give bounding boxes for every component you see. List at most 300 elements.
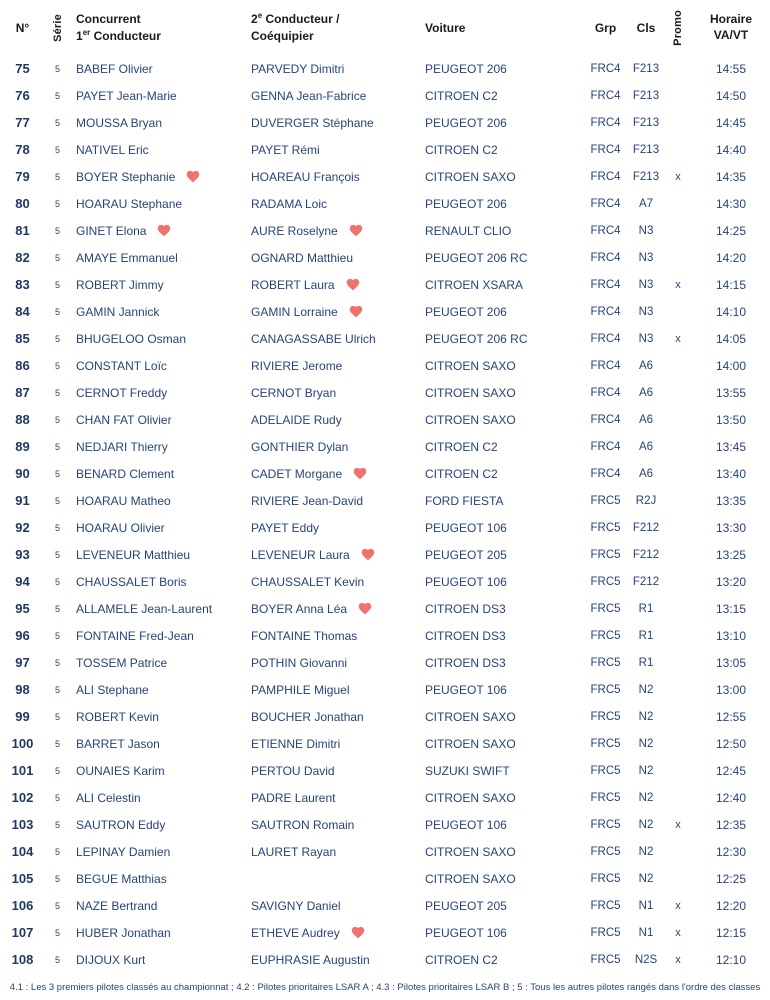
car-name: PEUGEOT 106 [425,925,507,940]
group-value: FRC4 [590,143,621,156]
entry-number: 76 [15,88,30,103]
driver-cell [70,62,245,76]
group-value: FRC4 [590,197,621,210]
codriver-cell [245,521,420,535]
codriver-cell [245,440,420,454]
car-name: CITROEN C2 [425,466,498,481]
car-name: CITROEN SAXO [425,871,516,886]
serie-value: 5 [54,846,60,857]
footnote: 4.1 : Les 3 premiers pilotes classés au championnat ; 4.2 : Pilotes prioritaires LSAR A ; 4.3 : Pilotes prioritaires LSAR B ; 5 : Tous les autres pilotes rangés dans l'ordre des classes [9,982,761,993]
entry-number: 104 [11,844,34,859]
car-name: CITROEN SAXO [425,709,516,724]
driver-name: BENARD Clement [76,466,175,481]
codriver-cell [245,170,420,184]
group-value: FRC5 [590,710,621,723]
class-value: N2 [638,845,654,858]
group-value: FRC4 [590,278,621,291]
class-value: F213 [632,143,660,156]
time-value: 13:40 [715,466,747,481]
table-row [0,757,770,784]
table-row [0,55,770,82]
entry-number: 84 [15,304,30,319]
codriver-name: CANAGASSABE Ulrich [251,331,376,346]
entry-number: 103 [11,817,34,832]
table-row [0,271,770,298]
serie-value: 5 [54,549,60,560]
driver-cell [70,872,245,886]
codriver-cell [245,359,420,373]
codriver-cell [245,413,420,427]
class-value: N2 [638,737,654,750]
table-row [0,622,770,649]
codriver-cell [245,494,420,508]
driver-cell [70,278,245,292]
car-name: CITROEN C2 [425,88,498,103]
driver-name: TOSSEM Patrice [76,655,168,670]
time-value: 12:20 [715,898,747,913]
codriver-cell [245,62,420,76]
driver-cell [70,737,245,751]
driver-name: BOYER Stephanie [76,169,176,184]
car-name: CITROEN SAXO [425,736,516,751]
group-value: FRC5 [590,764,621,777]
driver-cell [70,116,245,130]
promo-mark: x [675,332,681,345]
table-row [0,946,770,973]
driver-cell [70,467,245,481]
codriver-name: PAYET Rémi [251,142,320,157]
entry-number: 75 [15,61,30,76]
table-row [0,676,770,703]
class-value: F213 [632,170,660,183]
codriver-name: PAYET Eddy [251,520,320,535]
entry-number: 78 [15,142,30,157]
time-value: 14:15 [715,277,747,292]
header-codriver-line2: Coéquipier [251,28,314,43]
class-value: N3 [638,251,654,264]
codriver-heart-icon [348,223,364,238]
serie-value: 5 [54,306,60,317]
table-row [0,433,770,460]
codriver-cell [245,277,420,292]
driver-cell [70,197,245,211]
group-value: FRC4 [590,413,621,426]
codriver-name: LAURET Rayan [251,844,337,859]
entry-number: 77 [15,115,30,130]
driver-name: PAYET Jean-Marie [76,88,177,103]
codriver-cell [245,466,420,481]
serie-value: 5 [54,414,60,425]
table-row [0,811,770,838]
car-name: CITROEN SAXO [425,412,516,427]
codriver-name: GAMIN Lorraine [251,304,338,319]
class-value: A6 [638,359,654,372]
car-name: PEUGEOT 106 [425,574,507,589]
entry-number: 101 [11,763,34,778]
codriver-cell [245,925,420,940]
time-value: 13:45 [715,439,747,454]
entry-number: 107 [11,925,34,940]
car-name: FORD FIESTA [425,493,504,508]
codriver-heart-icon [345,277,361,292]
class-value: N2 [638,710,654,723]
time-value: 12:30 [715,844,747,859]
time-value: 14:30 [715,196,747,211]
car-name: CITROEN DS3 [425,601,506,616]
driver-cell [70,818,245,832]
entry-number: 99 [15,709,30,724]
table-row [0,298,770,325]
entry-number: 94 [15,574,30,589]
group-value: FRC5 [590,791,621,804]
codriver-name: SAVIGNY Daniel [251,898,341,913]
driver-name: HOARAU Stephane [76,196,183,211]
serie-value: 5 [54,387,60,398]
serie-value: 5 [54,765,60,776]
group-value: FRC4 [590,224,621,237]
promo-mark: x [675,170,681,183]
serie-value: 5 [54,63,60,74]
time-value: 14:55 [715,61,747,76]
codriver-cell [245,683,420,697]
codriver-name: CERNOT Bryan [251,385,337,400]
car-name: CITROEN SAXO [425,358,516,373]
serie-value: 5 [54,441,60,452]
serie-value: 5 [54,90,60,101]
codriver-name: POTHIN Giovanni [251,655,348,670]
codriver-name: CHAUSSALET Kevin [251,574,365,589]
driver-cell [70,602,245,616]
codriver-cell [245,251,420,265]
driver-cell [70,305,245,319]
codriver-name: BOUCHER Jonathan [251,709,364,724]
table-row [0,379,770,406]
driver-name: MOUSSA Bryan [76,115,163,130]
header-number: N° [15,20,30,35]
serie-value: 5 [54,873,60,884]
class-value: N2 [638,764,654,777]
table-row [0,838,770,865]
driver-name: ALLAMELE Jean-Laurent [76,601,213,616]
entry-number: 83 [15,277,30,292]
car-name: RENAULT CLIO [425,223,512,238]
serie-value: 5 [54,630,60,641]
time-value: 12:35 [715,817,747,832]
driver-cell [70,440,245,454]
entry-number: 80 [15,196,30,211]
car-name: CITROEN SAXO [425,169,516,184]
serie-value: 5 [54,171,60,182]
promo-mark: x [675,278,681,291]
driver-cell [70,710,245,724]
car-name: PEUGEOT 206 [425,196,507,211]
codriver-cell [245,143,420,157]
codriver-name: ETIENNE Dimitri [251,736,341,751]
driver-cell [70,169,245,184]
time-value: 13:10 [715,628,747,643]
driver-cell [70,143,245,157]
car-name: CITROEN C2 [425,439,498,454]
driver-heart-icon [156,223,172,238]
car-name: CITROEN XSARA [425,277,524,292]
codriver-cell [245,953,420,967]
driver-cell [70,764,245,778]
entry-number: 85 [15,331,30,346]
codriver-name: ADELAIDE Rudy [251,412,342,427]
driver-name: SAUTRON Eddy [76,817,166,832]
driver-name: NEDJARI Thierry [76,439,168,454]
codriver-name: PADRE Laurent [251,790,336,805]
table-row [0,595,770,622]
entry-number: 95 [15,601,30,616]
driver-name: FONTAINE Fred-Jean [76,628,194,643]
group-value: FRC4 [590,359,621,372]
group-value: FRC5 [590,602,621,615]
class-value: A7 [638,197,654,210]
serie-value: 5 [54,198,60,209]
time-value: 13:25 [715,547,747,562]
codriver-name: SAUTRON Romain [251,817,355,832]
class-value: N2 [638,683,654,696]
class-value: F213 [632,116,660,129]
codriver-name: PAMPHILE Miguel [251,682,350,697]
serie-value: 5 [54,684,60,695]
entry-number: 105 [11,871,34,886]
codriver-cell [245,332,420,346]
codriver-cell [245,601,420,616]
class-value: A6 [638,413,654,426]
codriver-name: RIVIERE Jean-David [251,493,364,508]
car-name: PEUGEOT 205 [425,898,507,913]
driver-name: AMAYE Emmanuel [76,250,178,265]
codriver-cell [245,197,420,211]
table-row [0,865,770,892]
codriver-name: RIVIERE Jerome [251,358,343,373]
car-name: CITROEN C2 [425,952,498,967]
header-group: Grp [594,20,617,35]
time-value: 14:50 [715,88,747,103]
table-row [0,892,770,919]
driver-name: BEGUE Matthias [76,871,167,886]
codriver-cell [245,656,420,670]
class-value: N1 [638,899,654,912]
codriver-cell [245,547,420,562]
class-value: R2J [635,494,657,507]
driver-name: CHAN FAT Olivier [76,412,172,427]
class-value: F213 [632,89,660,102]
driver-cell [70,926,245,940]
header-driver-line2: 1er Conducteur [76,27,161,43]
class-value: N2 [638,791,654,804]
car-name: PEUGEOT 106 [425,817,507,832]
entry-number: 106 [11,898,34,913]
class-value: R1 [638,656,654,669]
group-value: FRC4 [590,305,621,318]
driver-name: CONSTANT Loïc [76,358,167,373]
time-value: 13:35 [715,493,747,508]
entry-number: 96 [15,628,30,643]
promo-mark: x [675,926,681,939]
driver-name: DIJOUX Kurt [76,952,146,967]
time-value: 13:05 [715,655,747,670]
driver-cell [70,223,245,238]
codriver-heart-icon [360,547,376,562]
entry-number: 87 [15,385,30,400]
entry-number: 89 [15,439,30,454]
header-class: Cls [636,20,656,35]
table-row [0,460,770,487]
promo-mark: x [675,899,681,912]
car-name: PEUGEOT 205 [425,547,507,562]
class-value: N2 [638,818,654,831]
driver-name: LEVENEUR Matthieu [76,547,191,562]
entry-number: 92 [15,520,30,535]
serie-value: 5 [54,468,60,479]
codriver-name: BOYER Anna Léa [251,601,348,616]
driver-name: ROBERT Kevin [76,709,159,724]
codriver-name: HOAREAU François [251,169,360,184]
codriver-cell [245,304,420,319]
group-value: FRC4 [590,440,621,453]
codriver-cell [245,764,420,778]
serie-value: 5 [54,603,60,614]
table-row [0,541,770,568]
entry-number: 79 [15,169,30,184]
group-value: FRC5 [590,899,621,912]
group-value: FRC5 [590,818,621,831]
codriver-cell [245,818,420,832]
serie-value: 5 [54,117,60,128]
entry-number: 81 [15,223,30,238]
table-row [0,919,770,946]
time-value: 13:00 [715,682,747,697]
codriver-heart-icon [350,925,366,940]
header-time [692,12,770,43]
class-value: N3 [638,332,654,345]
group-value: FRC5 [590,521,621,534]
driver-name: BARRET Jason [76,736,160,751]
table-row [0,217,770,244]
driver-cell [70,359,245,373]
driver-cell [70,548,245,562]
group-value: FRC5 [590,683,621,696]
driver-cell [70,386,245,400]
entry-number: 97 [15,655,30,670]
codriver-name: AURE Roselyne [251,223,338,238]
codriver-name: PARVEDY Dimitri [251,61,345,76]
promo-mark: x [675,818,681,831]
serie-value: 5 [54,333,60,344]
codriver-cell [245,386,420,400]
codriver-name: LEVENEUR Laura [251,547,350,562]
serie-value: 5 [54,927,60,938]
serie-value: 5 [54,900,60,911]
group-value: FRC4 [590,116,621,129]
codriver-heart-icon [357,601,373,616]
driver-cell [70,656,245,670]
entry-number: 90 [15,466,30,481]
codriver-cell [245,737,420,751]
driver-name: HOARAU Matheo [76,493,171,508]
codriver-cell [245,899,420,913]
entry-number: 100 [11,736,34,751]
entry-number: 91 [15,493,30,508]
time-value: 12:40 [715,790,747,805]
class-value: A6 [638,467,654,480]
group-value: FRC5 [590,845,621,858]
driver-name: LEPINAY Damien [76,844,171,859]
driver-name: OUNAIES Karim [76,763,165,778]
codriver-heart-icon [348,304,364,319]
group-value: FRC5 [590,494,621,507]
serie-value: 5 [54,495,60,506]
codriver-name: CADET Morgane [251,466,343,481]
group-value: FRC4 [590,332,621,345]
driver-heart-icon [185,169,201,184]
time-value: 14:45 [715,115,747,130]
codriver-cell [245,710,420,724]
driver-name: HOARAU Olivier [76,520,165,535]
driver-name: NATIVEL Eric [76,142,149,157]
time-value: 13:20 [715,574,747,589]
driver-cell [70,953,245,967]
header-promo [664,10,692,46]
class-value: R1 [638,602,654,615]
class-value: F212 [632,548,660,561]
time-value: 14:40 [715,142,747,157]
table-row [0,136,770,163]
driver-name: NAZE Bertrand [76,898,158,913]
car-name: PEUGEOT 106 [425,520,507,535]
codriver-cell [245,223,420,238]
group-value: FRC5 [590,872,621,885]
driver-name: GINET Elona [76,223,147,238]
group-value: FRC5 [590,575,621,588]
time-value: 12:25 [715,871,747,886]
table-row [0,352,770,379]
car-name: PEUGEOT 106 [425,682,507,697]
group-value: FRC4 [590,386,621,399]
serie-value: 5 [54,252,60,263]
group-value: FRC5 [590,656,621,669]
table-row [0,406,770,433]
codriver-cell [245,845,420,859]
driver-cell [70,494,245,508]
time-value: 14:35 [715,169,747,184]
car-name: CITROEN SAXO [425,790,516,805]
codriver-cell [245,791,420,805]
driver-cell [70,683,245,697]
time-value: 13:50 [715,412,747,427]
group-value: FRC5 [590,629,621,642]
codriver-name: GONTHIER Dylan [251,439,349,454]
car-name: CITROEN DS3 [425,628,506,643]
codriver-cell [245,629,420,643]
serie-value: 5 [54,711,60,722]
class-value: N3 [638,305,654,318]
driver-cell [70,332,245,346]
table-row [0,703,770,730]
serie-value: 5 [54,225,60,236]
driver-cell [70,521,245,535]
codriver-name: EUPHRASIE Augustin [251,952,370,967]
driver-name: BABEF Olivier [76,61,153,76]
class-value: F212 [632,521,660,534]
group-value: FRC4 [590,170,621,183]
time-value: 14:00 [715,358,747,373]
group-value: FRC5 [590,953,621,966]
driver-cell [70,791,245,805]
